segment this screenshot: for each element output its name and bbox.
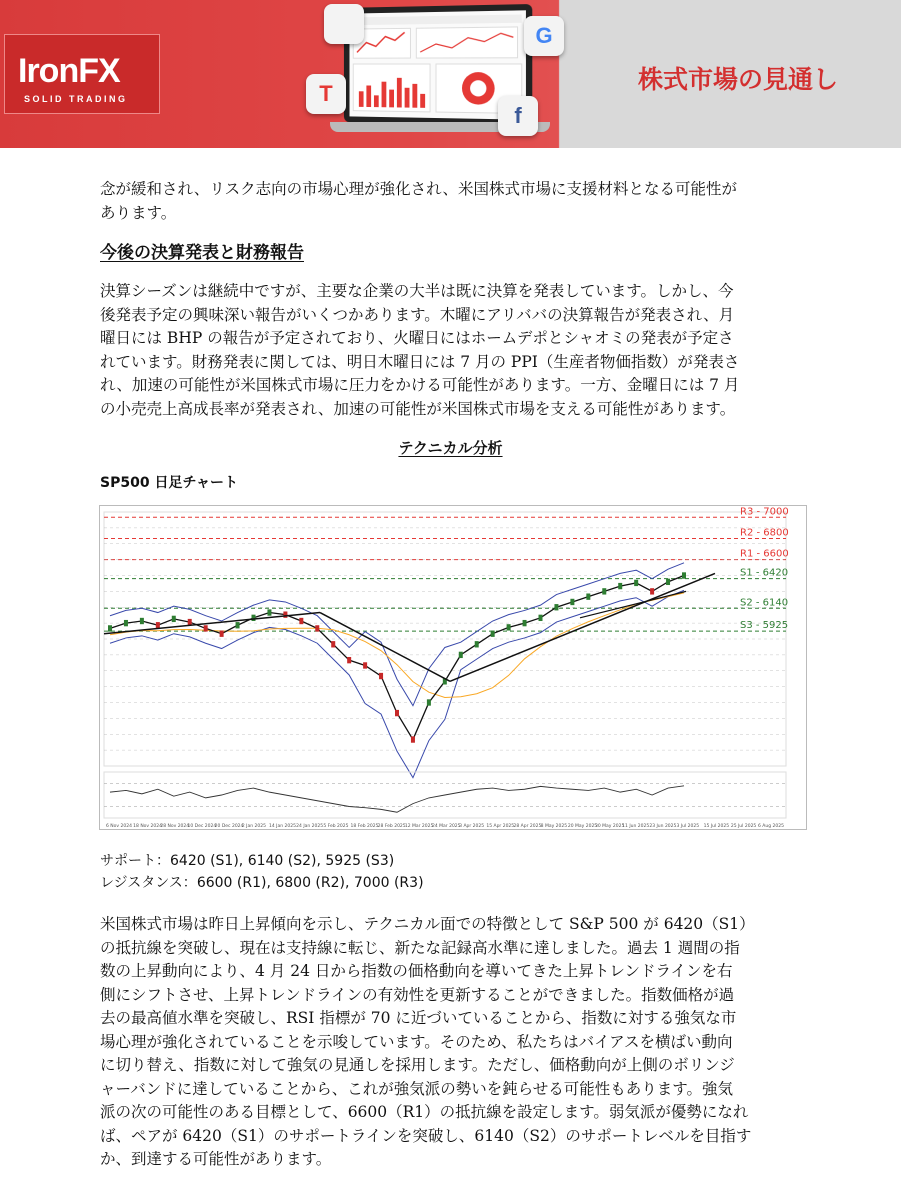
x-tick-label: 8 May 2025 (540, 824, 568, 829)
paragraph-line: 派の次の可能性のある目標として、6600（R1）の抵抗線を設定します。弱気派が優勢になれ (100, 1103, 749, 1121)
x-tick-label: 5 Feb 2025 (323, 824, 349, 829)
candle (124, 620, 128, 626)
candle (650, 588, 654, 594)
candle (666, 579, 670, 585)
paragraph-line: 側にシフトさせ、上昇トレンドラインの有効性を更新することができました。指数価格が過 (100, 985, 735, 1004)
candle (507, 624, 511, 630)
paragraph-line: れています。財務発表に関しては、明日木曜日には 7 月の PPI（生産者物価指数）が発表さ (100, 352, 740, 371)
x-tick-label: 15 Apr 2025 (486, 824, 515, 829)
trendline-up-inner (580, 591, 686, 617)
x-tick-label: 2 Jan 2025 (241, 824, 266, 829)
bollinger-upper (110, 563, 684, 706)
candle (459, 652, 463, 658)
paragraph-line: 場心理が強化されていることを示唆しています。そのため、私たちはバイアスを横ばい動向 (100, 1032, 733, 1051)
candle (363, 662, 367, 668)
candle (554, 604, 558, 610)
x-tick-label: 15 Jul 2025 (703, 824, 730, 829)
candle (539, 615, 543, 621)
paragraph-line: 米国株式市場は昨日上昇傾向を示し、テクニカル面での特徴として S&P 500 が 6420（S1） (100, 915, 755, 933)
x-tick-label: 30 May 2025 (595, 824, 625, 829)
candle (315, 625, 319, 631)
x-tick-label: 28 Nov 2024 (160, 824, 190, 829)
x-tick-label: 11 Jun 2025 (622, 824, 650, 829)
candle (570, 599, 574, 605)
paragraph-line: 数の上昇動向により、4 月 24 日から指数の価格動向を導いてきた上昇トレンドラインを右 (100, 962, 733, 980)
x-tick-label: 24 Jan 2025 (296, 824, 324, 829)
candle (140, 618, 144, 624)
earnings-paragraph (100, 280, 810, 421)
candle (523, 620, 527, 626)
x-tick-label: 3 Jul 2025 (676, 824, 700, 829)
logo-subtitle: SOLID TRADING (24, 94, 128, 104)
intro-paragraph (100, 178, 810, 225)
candle (156, 622, 160, 628)
resistance-values: 6600 (R1), 6800 (R2), 7000 (R3) (196, 875, 424, 891)
candle (299, 618, 303, 624)
rsi-line (110, 786, 684, 812)
candle (188, 619, 192, 625)
candle (252, 615, 256, 621)
candle (331, 641, 335, 647)
candle (411, 736, 415, 742)
support-label: サポート： (100, 853, 170, 869)
candle (491, 631, 495, 637)
candle (379, 673, 383, 679)
candle (172, 616, 176, 622)
paragraph-line: か、到達する可能性があります。 (100, 1150, 332, 1168)
section-heading: 今後の決算発表と財務報告 (100, 243, 304, 263)
chart-svg (100, 506, 806, 829)
apple-icon (324, 4, 364, 44)
paragraph-line: 曜日には BHP の報告が予定されており、火曜日にはホームデポとシャオミの発表が予定さ (100, 329, 734, 347)
paragraph-line: の小売売上高成長率が発表され、加速の可能性が米国株式市場を支える可能性があります。 (100, 399, 736, 418)
candle (475, 641, 479, 647)
x-tick-label: 20 May 2025 (567, 824, 598, 829)
x-tick-label: 28 Apr 2025 (513, 824, 542, 829)
resistance-label: R2 - 6800 (740, 527, 789, 539)
x-tick-label: 24 Mar 2025 (432, 824, 461, 829)
x-tick-label: 28 Feb 2025 (377, 824, 406, 829)
support-label: S2 - 6140 (740, 597, 789, 609)
x-tick-label: 23 Jun 2025 (649, 824, 677, 829)
facebook-icon: f (498, 96, 538, 136)
candle (602, 588, 606, 594)
google-icon: G (524, 16, 564, 56)
chart-title: SP500 日足チャート (100, 475, 239, 491)
logo-text: IronFX (18, 52, 120, 90)
support-label: S3 - 5925 (740, 620, 789, 632)
x-tick-label: 20 Dec 2024 (214, 824, 244, 829)
levels-block (100, 850, 424, 894)
candle (267, 609, 271, 615)
page-title: 株式市場の見通し (638, 65, 839, 94)
resistance-label: R1 - 6600 (740, 548, 789, 560)
resistance-label: レジスタンス： (100, 875, 197, 891)
x-tick-label: 12 Mar 2025 (404, 824, 434, 829)
sp500-daily-chart (99, 505, 807, 830)
x-tick-label: 18 Feb 2025 (350, 824, 379, 829)
x-tick-label: 18 Nov 2024 (133, 824, 162, 829)
candle (586, 593, 590, 599)
x-tick-label: 25 Jul 2025 (730, 824, 757, 829)
support-values: 6420 (S1), 6140 (S2), 5925 (S3) (170, 853, 395, 869)
paragraph-line: 念が緩和され、リスク志向の市場心理が強化され、米国株式市場に支援材料となる可能性が (100, 180, 738, 198)
x-tick-label: 3 Apr 2025 (459, 824, 485, 829)
technical-analysis-heading: テクニカル分析 (398, 439, 503, 457)
candle (283, 611, 287, 617)
analysis-paragraph (100, 913, 810, 1172)
support-levels (100, 850, 424, 872)
x-tick-label: 6 Aug 2025 (758, 824, 784, 829)
candle (236, 622, 240, 628)
paragraph-line: に切り替え、指数に対して強気の見通しを採用します。ただし、価格動向が上側のボリンジ (100, 1056, 735, 1074)
candle (108, 625, 112, 631)
paragraph-line: ャーバンドに達していることから、これが強気派の勢いを鈍らせる可能性もあります。強気 (100, 1079, 734, 1098)
trendline-up (450, 573, 715, 681)
header-banner (0, 0, 901, 148)
tesla-icon: T (306, 74, 346, 114)
resistance-label: R3 - 7000 (740, 506, 789, 518)
candle (347, 657, 351, 663)
x-tick-label: 6 Nov 2024 (106, 824, 132, 829)
x-tick-label: 14 Jan 2025 (269, 824, 296, 829)
candle (682, 572, 686, 578)
paragraph-line: れ、加速の可能性が米国株式市場に圧力をかける可能性があります。一方、金曜日には 7 月 (100, 376, 740, 394)
trendline-down (320, 613, 450, 682)
paragraph-line: ば、ペアが 6420（S1）のサポートラインを突破し、6140（S2）のサポートレベルを目指す (100, 1126, 752, 1145)
candle (618, 583, 622, 589)
candle (204, 625, 208, 631)
paragraph-line: の抵抗線を突破し、現在は支持線に転じ、新たな記録高水準に達しました。過去 1 週間の指 (100, 938, 740, 957)
candle (427, 699, 431, 705)
resistance-levels (100, 872, 424, 894)
candle (220, 631, 224, 637)
candle (395, 710, 399, 716)
paragraph-line: 去の最高値水準を突破し、RSI 指標が 70 に近づいていることから、指数に対する強気な市 (100, 1009, 737, 1027)
paragraph-line: 後発表予定の興味深い報告がいくつかあります。木曜にアリババの決算報告が発表され、月 (100, 305, 735, 324)
candle (634, 580, 638, 586)
paragraph-line: 決算シーズンは継続中ですが、主要な企業の大半は既に決算を発表しています。しかし、今 (100, 282, 734, 300)
x-tick-label: 10 Dec 2024 (187, 824, 217, 829)
paragraph-line: あります。 (100, 203, 177, 222)
support-label: S1 - 6420 (740, 567, 789, 579)
